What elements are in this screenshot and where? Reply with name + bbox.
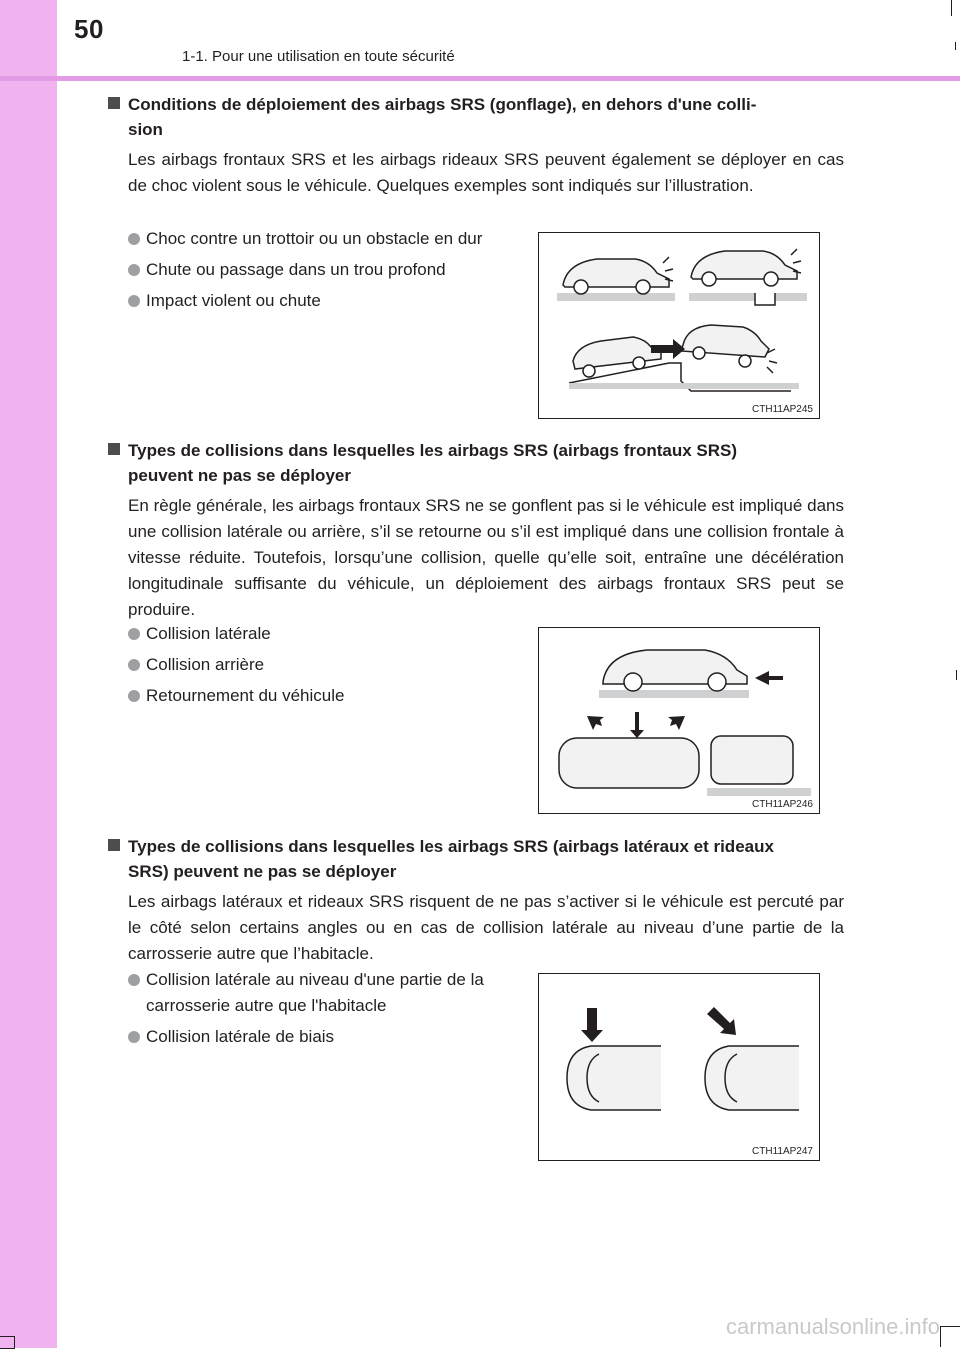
crop-mark [956, 670, 957, 680]
figure-code: CTH11AP247 [752, 1146, 813, 1157]
section-title-line: peuvent ne pas se déployer [128, 466, 351, 485]
section-title-line: Conditions de déploiement des airbags SRS (gonflage), en dehors d'une colli- [128, 95, 757, 114]
list-item: Collision latérale [128, 621, 528, 647]
section-frontal-airbag-no-deploy [108, 438, 844, 623]
section-title-line: Types de collisions dans lesquelles les airbags SRS (airbags latéraux et rideaux [128, 837, 774, 856]
list-item: Collision latérale de biais [128, 1024, 523, 1050]
section-title-line: SRS) peuvent ne pas se déployer [128, 862, 397, 881]
bullet-list [128, 967, 523, 1055]
section-title [108, 438, 844, 488]
page-number: 50 [74, 14, 104, 44]
section-side-curtain-airbag-no-deploy [108, 834, 844, 967]
section-airbag-deployment-conditions [108, 92, 844, 199]
section-title [108, 834, 844, 884]
collision-types-illustration [539, 628, 819, 813]
section-title-line: Types de collisions dans lesquelles les airbags SRS (airbags frontaux SRS) [128, 441, 738, 460]
car-impact-illustration [539, 233, 819, 418]
bullet-list [128, 621, 528, 714]
watermark: carmanualsonline.info [725, 1314, 940, 1339]
crop-mark [951, 0, 952, 16]
bullet-list [128, 226, 528, 319]
crop-mark [0, 1336, 15, 1349]
list-item: Impact violent ou chute [128, 288, 528, 314]
section-body: Les airbags frontaux SRS et les airbags rideaux SRS peuvent également se déployer en cas de choc violent sous le véhicule. Quelques exemples sont indiqués sur l’illustration. [128, 150, 844, 195]
list-item: Retournement du véhicule [128, 683, 528, 709]
section-body: En règle générale, les airbags frontaux SRS ne se gonflent pas si le véhicule est impliqué dans une collision latérale ou arrière, s’il se retourne ou s’il est impliqué dans une collision frontale à vitesse réduite. Toutefois, lorsqu’une collision, quelle qu’elle soit, entraîne une décélération longitudinale suffisante du véhicule, un déploiement des airbags frontaux SRS peut se produire. [128, 496, 844, 619]
section-body: Les airbags latéraux et rideaux SRS risquent de ne pas s’activer si le véhicule est percuté par le côté selon certains angles ou en cas de collision latérale au niveau d’une partie de la carrosserie autre que l’habitacle. [128, 892, 844, 963]
square-bullet-icon [108, 839, 120, 851]
list-item: Collision arrière [128, 652, 528, 678]
header-band [57, 0, 960, 78]
header-rule [0, 76, 960, 81]
crop-mark [955, 42, 956, 50]
figure-side-impacts [538, 973, 820, 1161]
sidebar-tab [0, 0, 57, 1348]
square-bullet-icon [108, 97, 120, 109]
crop-mark [940, 1326, 960, 1347]
figure-collision-types [538, 627, 820, 814]
list-item: Chute ou passage dans un trou profond [128, 257, 528, 283]
running-head: 1-1. Pour une utilisation en toute sécurité [182, 48, 455, 65]
list-item: Collision latérale au niveau d'une partie de la carrosserie autre que l'habitacle [128, 967, 523, 1019]
side-impact-illustration [539, 974, 819, 1160]
square-bullet-icon [108, 443, 120, 455]
list-item: Choc contre un trottoir ou un obstacle en dur [128, 226, 528, 252]
figure-code: CTH11AP246 [752, 799, 813, 810]
section-title [108, 92, 844, 142]
section-title-line: sion [128, 120, 163, 139]
figure-code: CTH11AP245 [752, 404, 813, 415]
figure-undercarriage-impacts [538, 232, 820, 419]
